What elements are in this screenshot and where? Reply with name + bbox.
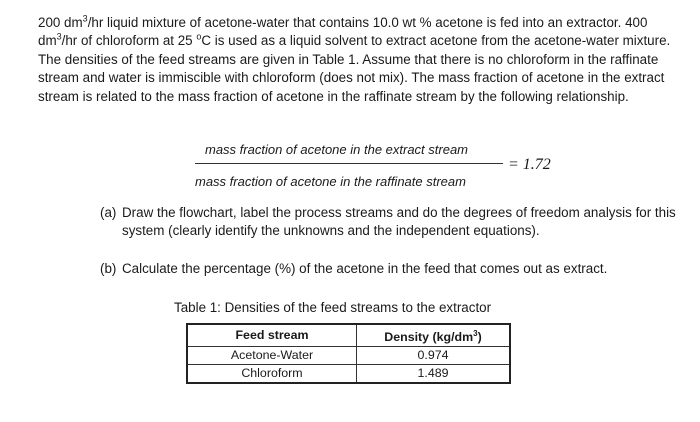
table-row <box>187 347 510 365</box>
header-feed-stream: Feed stream <box>187 324 357 347</box>
header-density <box>357 324 511 347</box>
cell-density: 1.489 <box>357 365 511 384</box>
problem-text-2: /hr liquid mixture of acetone-water that contains 10.0 wt % acetone is fed into an extractor. 400 dm <box>38 15 648 49</box>
table-header-row <box>187 324 510 347</box>
cell-stream: Chloroform <box>187 365 357 384</box>
question-label: (a) <box>100 205 117 220</box>
question-a <box>100 204 680 240</box>
problem-statement <box>38 14 678 106</box>
superscript-3: 3 <box>82 13 88 24</box>
equation-numerator: mass fraction of acetone in the extract stream <box>205 142 469 157</box>
question-text: Calculate the percentage (%) of the acetone in the feed that comes out as extract. <box>122 261 608 276</box>
superscript-3: 3 <box>56 31 62 42</box>
equation-rhs: = 1.72 <box>508 156 551 173</box>
problem-text-1: 200 dm <box>38 15 83 30</box>
header-density-text: Density (kg/dm <box>384 330 474 345</box>
question-b <box>100 260 680 278</box>
cell-density: 0.974 <box>357 347 511 365</box>
cell-stream: Acetone-Water <box>187 347 357 365</box>
densities-table <box>186 323 511 384</box>
problem-text-3: /hr of chloroform at 25 <box>61 33 197 49</box>
question-text: Draw the flowchart, label the process streams and do the degrees of freedom analysis for this system (clearly identify the unknowns and the independent equations). <box>122 205 676 238</box>
superscript-3: 3 <box>473 329 478 338</box>
equation <box>195 142 595 192</box>
equation-denominator: mass fraction of acetone in the raffinate stream <box>195 174 466 189</box>
fraction-bar <box>195 163 503 164</box>
problem-text-4: C is used as a liquid solvent to extract acetone from the acetone-water mixture. The densities of the feed streams are given in Table 1. Assume that there is no chloroform in the raffinate stream and water is immiscible with chloroform (does not mix). The mass fraction of acetone in the extract stream is related to the mass fraction of acetone in the raffinate stream by the following relationship. <box>38 33 671 104</box>
header-density-close: ) <box>477 330 482 345</box>
degree-sign: o <box>196 31 202 42</box>
table-row <box>187 365 510 384</box>
table-caption: Table 1: Densities of the feed streams to the extractor <box>174 300 492 315</box>
question-label: (b) <box>100 261 117 276</box>
